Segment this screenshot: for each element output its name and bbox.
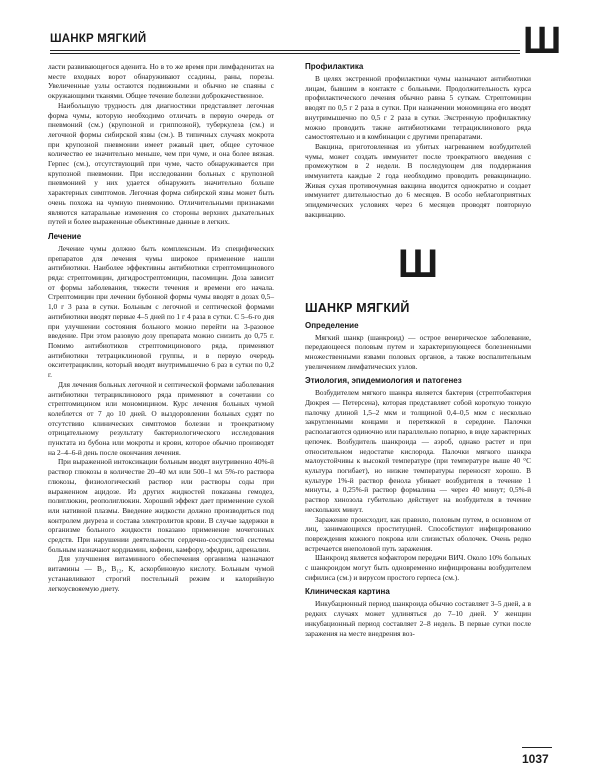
- paragraph: Для лечения больных легочной и септической формами заболевания антибиотики тетрациклинового ряда применяют в сочетании со стрептомицином или мономицином. Курс лечения больных чумой колеблется от 7 до 10 дней. О выздоровлении больных судят по отсутствию клинических симптомов болезни и троекратному отрицательному результату бактериологического исследования пунктата из бубона или мокроты и крови, которое обычно производят на 2–4–6-й день после окончания лечения.: [48, 379, 274, 457]
- paragraph: В целях экстренной профилактики чумы назначают антибиотики лицам, бывшим в контакте с больными. Продолжительность курса профилактического лечения обычно равна 5 суткам. Стрептомицин вводят по 0,5 г 2 раза в сутки. При назначении мономицина его вводят внутримышечно по 0,5 г 2 раза в сутки. Экстренную профилактику можно проводить также антибиотиками тетрациклинового ряда самостоятельно и в комбинации с другими препаратами.: [305, 74, 531, 142]
- section-letter-tab: Ш: [523, 20, 562, 62]
- header-rule: [50, 53, 520, 54]
- subheading-treatment: Лечение: [48, 231, 82, 241]
- article-title: ШАНКР МЯГКИЙ: [305, 300, 410, 315]
- left-column: [48, 62, 274, 593]
- paragraph: Вакцина, приготовленная из убитых нагреванием возбудителей чумы, может создать иммунитет после троекратного введения с промежутком в 2 недели. В последующем для поддержания иммунитета каждые 2 года необходимо проводить ревакцинацию. Живая сухая противочумная вакцина вводится однократно и создает иммунитет длительностью до 6 месяцев. В особо неблагоприятных эпидемических условиях через 6 месяцев проводят повторную вакцинацию.: [305, 141, 531, 219]
- paragraph: При выраженной интоксикации больным вводят внутривенно 40%-й раствор глюкозы в количестве 20–40 мл или 500–1 мл 5%-го раствора глюкозы, физиологический раствор или растворы соды при выраженном ацидозе. Из других жидкостей показаны гемодез, полиглюкин, реополиглюкин. Хороший эффект дает применение сухой или нативной плазмы. Введение жидкости должно производиться под контролем диуреза и состава электролитов крови. В случае задержки в организме больного жидкости показано применение мочегонных средств. При нарушении деятельности сердечно-сосудистой системы больным назначают кордиамин, кофеин, камфору, эфедрин, адреналин.: [48, 457, 274, 554]
- subheading-prophylaxis: Профилактика: [305, 62, 364, 71]
- header-rule: [50, 50, 520, 51]
- paragraph: Для улучшения витаминного обеспечения организма назначают витамины — В₁, В₁₂, К, аскорбиновую кислоту. Больным чумой устанавливают строгий постельный режим и калорийную легкоусвояемую диету.: [48, 554, 274, 593]
- subheading-etiology: Этиология, эпидемиология и патогенез: [305, 376, 462, 386]
- paragraph: ласти развивающегося аденита. Но в то же время при лимфаденитах на месте входных ворот обнаруживают ссадины, раны, порезы. Увеличенные узлы остаются подвижными и обычно не спаяны с окружающими тканями. Общее течение болезни доброкачественное.: [48, 62, 274, 101]
- right-column: [305, 62, 531, 638]
- subheading-definition: Определение: [305, 320, 359, 330]
- paragraph: Заражение происходит, как правило, половым путем, в основном от лиц, занимающихся проституцией. Способствуют инфицированию повреждения кожного покрова или слизистых оболочек. Очень редко встречается внеполовой путь заражения.: [305, 514, 531, 553]
- big-section-letter: Ш: [397, 241, 439, 286]
- page-number: 1037: [522, 752, 549, 766]
- paragraph: Возбудителем мягкого шанкра является бактерия (стрептобактерия Дюкрея — Петерсена), которая представляет собой короткую тонкую палочку длиной 1,5–2 мкм и толщиной 0,4–0,5 мкм с несколько закругленными концами и перетяжкой в середине. Палочки располагаются одиночно или параллельно попарно, в виде характерных цепочек. Возбудитель шанкроида — аэроб, однако растет и при относительном недостатке кислорода. Палочки мягкого шанкра малоустойчивы к высокой температуре (при температуре выше 40 °С культура погибает), но низкие температуры переносят хорошо. В культуре 1%-й раствор фенола убивает возбудителя в течение 1 минуты, а 0,25%-й раствор формалина — через 40 минут; 0,5%-й раствор хинозола губительно действует на возбудителя в течение нескольких минут.: [305, 388, 531, 514]
- paragraph: Инкубационный период шанкроида обычно составляет 3–5 дней, а в редких случаях может удлиняться до 7–10 дней. У женщин инкубационный период составляет 2–8 недель. В первые сутки после заражения на месте внедрения воз-: [305, 599, 531, 638]
- footer-rule: [522, 747, 552, 748]
- paragraph: Наибольшую трудность для диагностики представляет легочная форма чумы, которую необходимо отличать в первую очередь от пневмоний (см.) (крупозной и гриппозной), туберкулеза (см.) и легочной формы сибирской язвы (см.). В типичных случаях мокрота при крупозной пневмонии имеет ржавый цвет, общее суточное количество ее значительно меньше, чем при чуме, и она более вязкая. Герпес (см.), отсутствующий при чуме, часто обнаруживается при крупозной пневмонии. При исследовании больных с крупозной пневмонией у них удается обнаружить значительно больше характерных симптомов. Легочная форма сибирской язвы может быть очень похожа на чумную пневмонию. Отличительными признаками являются катаральные изменения со стороны верхних дыхательных путей и более выраженные объективные данные в легких.: [48, 100, 274, 227]
- running-header-title: ШАНКР МЯГКИЙ: [50, 33, 147, 45]
- paragraph: Лечение чумы должно быть комплексным. Из специфических препаратов для лечения чумы широкое применение нашли антибиотики. Наиболее эффективны антибиотики стрептомицинового ряда: стрептомицин, дигидрострептомицин, пасомицин. Доза зависит от формы заболевания, тяжести течения и времени его начала. Стрептомицин при лечении бубонной формы чумы вводят в дозах 0,5–1,0 г 3 раза в сутки. Больным с легочной и септической формами антибиотики вводят первые 4–5 дней по 1 г 4 раза в сутки. С 5–6-го дня при улучшении состояния больного можно перейти на 3-разовое введение. При этом разовую дозу препарата можно снизить до 0,75 г. Помимо антибиотиков стрептомицинового ряда, применяют антибиотики тетрациклиновой группы, и в первую очередь окситетрациклин, который вводят внутримышечно 6 раз в сутки по 0,2 г.: [48, 243, 274, 380]
- paragraph: Мягкий шанкр (шанкроид) — острое венерическое заболевание, передающееся половым путем и характеризующееся болезненными множественными язвами половых органов, а также воспалительным увеличением лимфатических узлов.: [305, 332, 531, 371]
- letter-section-marker: [305, 234, 531, 296]
- subheading-clinical-picture: Клиническая картина: [305, 587, 390, 597]
- paragraph: Шанкроид является кофактором передачи ВИЧ. Около 10% больных с шанкроидом могут быть одновременно инфицированы возбудителем сифилиса (см.) и вирусом простого герпеса (см.).: [305, 553, 531, 582]
